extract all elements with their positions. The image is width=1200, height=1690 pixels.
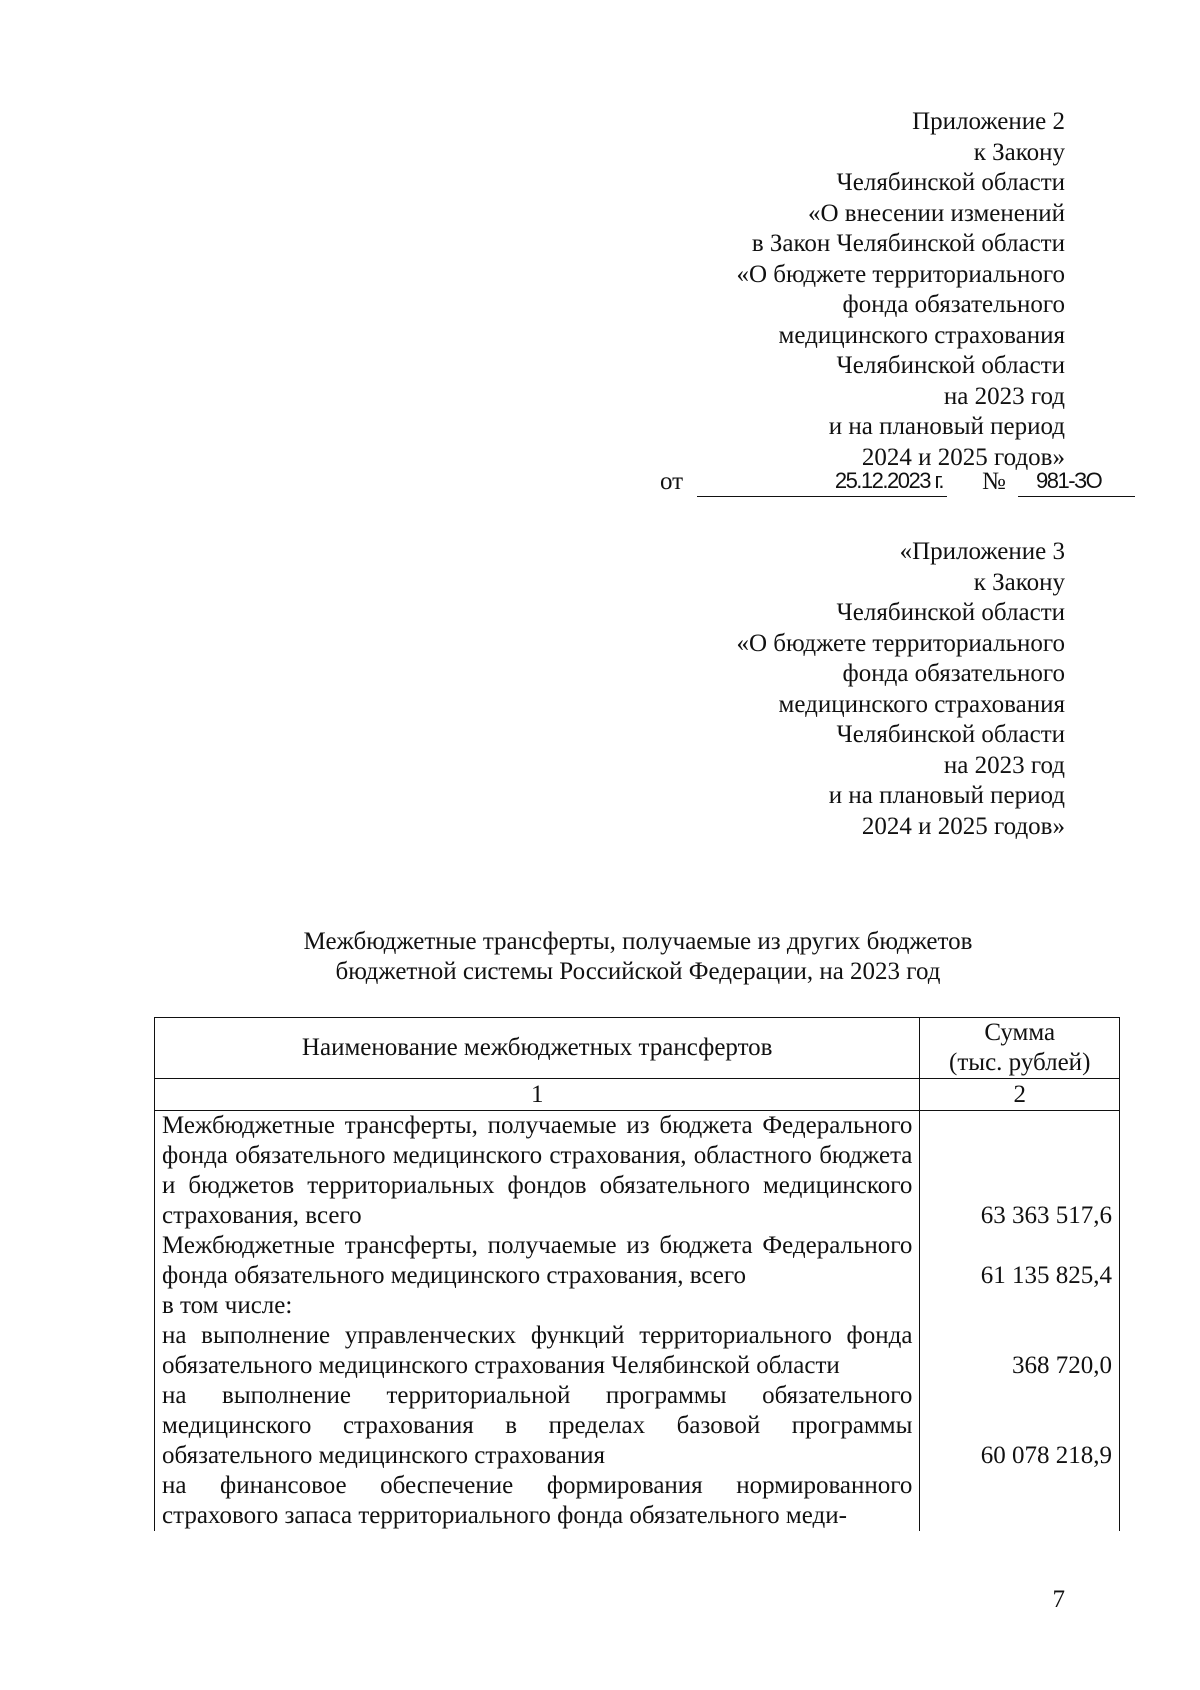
registration-date-field bbox=[697, 468, 947, 497]
row-name: на финансовое обеспечение формирования нормированного страхового запаса территориального фонда обязательного меди- bbox=[155, 1471, 920, 1531]
row-name: в том числе: bbox=[155, 1291, 920, 1321]
registration-number-field bbox=[1018, 468, 1135, 497]
column-number-row bbox=[155, 1079, 1120, 1111]
appendix-2-line: медицинского страхования bbox=[778, 321, 1065, 349]
appendix-3-line: «О бюджете территориального bbox=[736, 629, 1065, 657]
appendix-2-line: «О внесении изменений bbox=[807, 199, 1065, 227]
header-sum bbox=[920, 1018, 1120, 1079]
table-row bbox=[155, 1321, 1120, 1381]
table-row bbox=[155, 1291, 1120, 1321]
row-name: Межбюджетные трансферты, получаемые из бюджета Федерального фонда обязательного медицинского страхования, областного бюджета и бюджетов территориальных фондов обязательного медицинского страхования, всего bbox=[155, 1111, 920, 1232]
table-row bbox=[155, 1381, 1120, 1471]
column-number: 1 bbox=[155, 1079, 920, 1111]
appendix-2-line: и на плановый период bbox=[828, 413, 1065, 440]
appendix-2-line: к Закону bbox=[973, 138, 1065, 166]
appendix-2-line: на 2023 год bbox=[943, 382, 1065, 410]
appendix-3-header bbox=[736, 537, 1065, 842]
appendix-2-line: 2024 и 2025 годов» bbox=[861, 443, 1065, 471]
row-name: Межбюджетные трансферты, получаемые из бюджета Федерального фонда обязательного медицинского страхования, всего bbox=[155, 1231, 920, 1291]
header-sum-unit: (тыс. рублей) bbox=[949, 1049, 1091, 1076]
appendix-2-line: в Закон Челябинской области bbox=[751, 230, 1065, 257]
appendix-3-line: на 2023 год bbox=[943, 751, 1065, 779]
header-sum-line: Сумма bbox=[984, 1019, 1056, 1046]
row-sum bbox=[920, 1291, 1120, 1321]
header-name: Наименование межбюджетных трансфертов bbox=[155, 1018, 920, 1079]
appendix-3-line: Челябинской области bbox=[836, 721, 1065, 748]
registration-number-sign: № bbox=[982, 468, 1006, 495]
table-row bbox=[155, 1111, 1120, 1232]
column-number: 2 bbox=[920, 1079, 1120, 1111]
appendix-2-line: Челябинской области bbox=[836, 169, 1065, 196]
appendix-3-line: фонда обязательного bbox=[842, 660, 1065, 687]
appendix-3-line: «Приложение 3 bbox=[899, 538, 1065, 565]
transfers-table bbox=[154, 1017, 1120, 1531]
row-sum bbox=[920, 1471, 1120, 1531]
registration-prefix: от bbox=[660, 468, 684, 495]
table-row bbox=[155, 1231, 1120, 1291]
table-row bbox=[155, 1471, 1120, 1531]
row-sum: 60 078 218,9 bbox=[920, 1381, 1120, 1471]
appendix-2-header bbox=[736, 107, 1065, 473]
row-sum: 368 720,0 bbox=[920, 1321, 1120, 1381]
row-sum: 63 363 517,6 bbox=[920, 1111, 1120, 1232]
page-number: 7 bbox=[1052, 1586, 1065, 1613]
appendix-2-line: Приложение 2 bbox=[912, 108, 1065, 135]
registration-line bbox=[660, 468, 1135, 502]
table-title bbox=[153, 927, 1123, 987]
appendix-2-line: «О бюджете территориального bbox=[736, 260, 1065, 288]
appendix-2-line: Челябинской области bbox=[836, 352, 1065, 379]
appendix-3-line: 2024 и 2025 годов» bbox=[861, 812, 1065, 840]
appendix-3-line: к Закону bbox=[973, 568, 1065, 596]
appendix-3-line: и на плановый период bbox=[828, 782, 1065, 809]
registration-date: 25.12.2023 г. bbox=[834, 468, 943, 493]
table-header-row bbox=[155, 1018, 1120, 1079]
table-title-line: Межбюджетные трансферты, получаемые из других бюджетов bbox=[303, 928, 973, 955]
registration-number: 981-ЗО bbox=[1036, 468, 1102, 493]
appendix-2-line: фонда обязательного bbox=[842, 291, 1065, 318]
row-name: на выполнение управленческих функций территориального фонда обязательного медицинского страхования Челябинской области bbox=[155, 1321, 920, 1381]
row-sum: 61 135 825,4 bbox=[920, 1231, 1120, 1291]
appendix-3-line: медицинского страхования bbox=[778, 690, 1065, 718]
appendix-3-line: Челябинской области bbox=[836, 599, 1065, 626]
table-title-line: бюджетной системы Российской Федерации, на 2023 год bbox=[335, 958, 941, 985]
row-name: на выполнение территориальной программы обязательного медицинского страхования в пределах базовой программы обязательного медицинского страхования bbox=[155, 1381, 920, 1471]
